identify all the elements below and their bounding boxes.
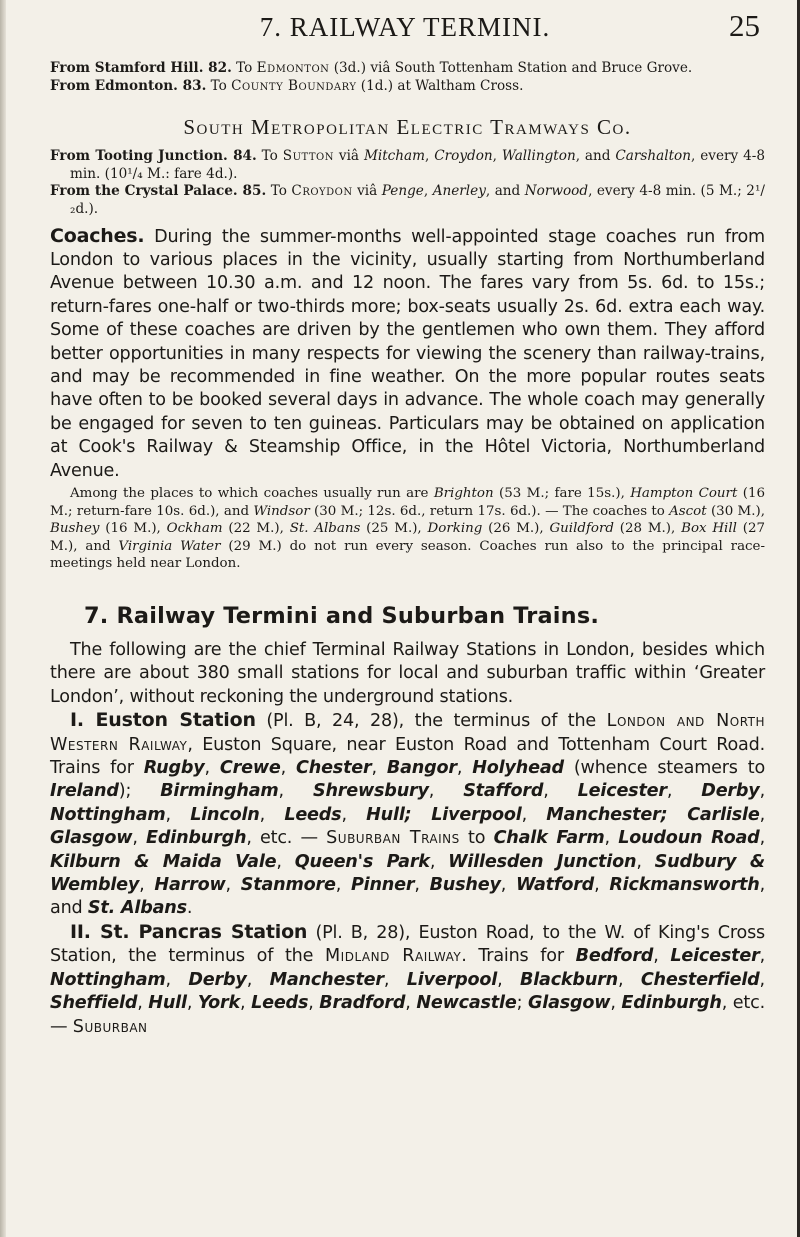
place-name: Bushey: [429, 875, 501, 896]
line-destination: Sutton: [282, 148, 334, 165]
text-span: , every 4-8 min. (5 M.; 2¹/₂d.).: [70, 183, 765, 217]
place-name: Windsor: [253, 503, 310, 519]
text-span: , and: [575, 148, 616, 165]
place-name: Lincoln: [190, 804, 260, 825]
text-span: ,: [617, 969, 641, 990]
text-span: ,: [139, 875, 155, 896]
place-name: Holyhead: [472, 758, 564, 779]
text-span: ,: [759, 781, 765, 802]
text-span: ,: [280, 758, 297, 779]
line-destination: County Boundary: [231, 77, 357, 94]
place-name: Stanmore: [240, 875, 336, 896]
line-destination: Croydon: [291, 183, 353, 200]
place-name: Rickmansworth: [609, 875, 760, 896]
line-origin: From the Crystal Palace. 85.: [50, 183, 267, 200]
text-span: ,: [666, 781, 702, 802]
place-name: Chesterfield: [640, 969, 760, 990]
text-span: ,: [335, 875, 351, 896]
text-span: (Pl. B, 24, 28), the terminus of the: [255, 711, 607, 732]
tramway-line-edmonton: [50, 78, 765, 96]
place-name: Derby: [188, 969, 247, 990]
place-name: Wallington: [501, 148, 576, 165]
station-name: I. Euston Station: [70, 709, 256, 732]
place-name: Glasgow: [50, 828, 133, 849]
text-span: (Pl. B, 28), Euston Road, to the W. of King's Cross Station, the terminus of the: [50, 922, 765, 967]
suburban-trains-label: Suburban: [72, 1016, 148, 1037]
tramway-line-tooting: [50, 148, 765, 183]
text-span: ,: [341, 804, 367, 825]
text-span: ,: [132, 828, 147, 849]
page-gutter-shadow: [0, 0, 6, 1237]
text-span: To: [231, 60, 257, 76]
place-name: Willesden Junction: [448, 851, 637, 872]
place-name: Penge: [381, 183, 424, 200]
place-name: Leeds: [284, 804, 342, 825]
text-span: To: [256, 148, 283, 165]
paragraph-lead: Coaches.: [50, 224, 145, 247]
text-span: ,: [610, 993, 622, 1014]
place-name: Nottingham: [50, 969, 166, 990]
tramway-line-stamford-hill: [50, 60, 765, 78]
place-name: Dorking: [427, 521, 483, 537]
place-name: Crewe: [219, 758, 281, 779]
text-span: To: [206, 77, 232, 94]
place-name: Pinner: [350, 875, 415, 896]
text-span: ,: [521, 804, 547, 825]
place-name: Norwood: [524, 183, 589, 200]
place-name: Edinburgh: [146, 828, 247, 849]
place-name: Derby: [701, 781, 760, 802]
text-span: , and: [485, 183, 525, 200]
text-span: , etc. —: [50, 993, 765, 1037]
place-name: Sheffield: [50, 993, 138, 1014]
text-span: ,: [186, 993, 198, 1014]
text-span: ,: [405, 993, 417, 1014]
place-name: Hull; Liverpool: [366, 804, 522, 825]
tramway-line-crystal-palace: [50, 183, 765, 218]
chapter-heading: 7. Railway Termini and Suburban Trains.: [84, 603, 600, 629]
line-origin: From Tooting Junction. 84.: [50, 148, 257, 165]
text-span: (16 M.; return-fare 10s. 6d.), and: [50, 486, 765, 519]
text-span: ,: [492, 148, 502, 165]
line-destination: Edmonton: [256, 60, 330, 76]
text-span: (53 M.; fare 15s.),: [493, 486, 631, 502]
text-span: ,: [428, 781, 464, 802]
line-origin: From Stamford Hill. 82.: [50, 60, 232, 76]
place-name: Sudbury & Wembley: [50, 851, 765, 896]
running-head: 7. RAILWAY TERMINI.: [259, 12, 551, 42]
text-span: ,: [278, 781, 313, 802]
euston-station-entry: [50, 709, 765, 921]
place-name: Leicester: [670, 946, 760, 967]
place-name: Birmingham: [160, 781, 279, 802]
place-name: Hull: [148, 993, 187, 1014]
text-span: ,: [425, 148, 435, 165]
place-name: Ockham: [166, 521, 223, 537]
place-name: Manchester; Carlisle: [546, 804, 760, 825]
railway-company: London and North Western Railway: [50, 711, 766, 755]
text-span: ,: [259, 804, 285, 825]
chapter-intro: The following are the chief Terminal Railway Stations in London, besides which there are about 380 small stations for local and suburban traffic within ‘Greater London’, without reckoning the underground stations.: [50, 640, 765, 707]
place-name: Leicester: [577, 781, 667, 802]
place-name: Edinburgh: [621, 993, 722, 1014]
section-heading-south-metropolitan: South Metropolitan Electric Tramways Co.: [183, 115, 632, 140]
page-header: [50, 6, 760, 46]
text-span: , and: [50, 875, 765, 919]
text-span: Among the places to which coaches usually run are: [70, 486, 434, 502]
place-name: St. Albans: [87, 898, 187, 919]
text-span: ,: [225, 875, 241, 896]
text-span: ,: [383, 969, 407, 990]
place-name: Brighton: [433, 486, 494, 502]
text-span: ,: [604, 828, 619, 849]
text-span: ,: [308, 993, 320, 1014]
coaches-paragraph: [50, 225, 765, 483]
place-name: Bradford: [319, 993, 406, 1014]
text-span: ,: [500, 875, 516, 896]
text-span: ,: [204, 758, 220, 779]
text-span: ,: [423, 183, 433, 200]
line-origin: From Edmonton. 83.: [50, 77, 207, 94]
text-span: (30 M.),: [706, 503, 765, 519]
place-name: Bangor: [386, 758, 457, 779]
text-span: (25 M.),: [360, 521, 428, 537]
text-span: ,: [246, 969, 270, 990]
text-span: (16 M.),: [99, 521, 167, 537]
text-span: );: [118, 781, 161, 802]
page-number: 25: [729, 8, 760, 43]
text-span: (3d.) viâ South Tottenham Station and Bruce Grove.: [329, 60, 693, 76]
place-name: Chalk Farm: [493, 828, 605, 849]
text-span: ,: [594, 875, 610, 896]
text-span: ,: [414, 875, 430, 896]
text-span: (22 M.),: [222, 521, 290, 537]
place-name: Bedford: [575, 946, 654, 967]
text-span: (28 M.),: [613, 521, 682, 537]
text-span: ,: [759, 969, 765, 990]
railway-company: Midland Railway: [325, 946, 462, 967]
place-name: Virginia Water: [118, 538, 221, 554]
place-name: Watford: [515, 875, 595, 896]
text-span: ;: [516, 993, 528, 1014]
text-span: (1d.) at Waltham Cross.: [356, 77, 524, 94]
place-name: Newcastle: [416, 993, 517, 1014]
text-span: (27 M.), and: [50, 521, 766, 554]
text-span: ,: [543, 781, 578, 802]
text-span: ,: [759, 946, 765, 967]
page-body: [50, 60, 765, 1039]
place-name: Anerley: [432, 183, 486, 200]
place-name: Leeds: [251, 993, 309, 1014]
place-name: Mitcham: [363, 148, 426, 165]
text-span: (29 M.) do not run every season. Coaches run also to the principal race-meetings held near London.: [50, 538, 765, 572]
place-name: Stafford: [463, 781, 544, 802]
text-span: ,: [456, 758, 473, 779]
text-span: (30 M.; 12s. 6d., return 17s. 6d.). — The coaches to: [309, 503, 670, 519]
place-name: Croydon: [434, 148, 493, 165]
place-name: Nottingham: [50, 804, 166, 825]
text-span: , Euston Square, near Euston Road and Tottenham Court Road. Trains for: [50, 734, 765, 779]
place-name: Manchester: [269, 969, 384, 990]
place-name: Glasgow: [528, 993, 611, 1014]
text-span: ,: [165, 969, 189, 990]
suburban-trains-label: Suburban Trains: [326, 828, 460, 849]
place-name: Chester: [296, 758, 372, 779]
place-name: Harrow: [154, 875, 226, 896]
place-name: Shrewsbury: [312, 781, 429, 802]
place-name: Ascot: [669, 503, 707, 519]
place-name: Queen's Park: [294, 851, 430, 872]
place-name: Carshalton: [615, 148, 691, 165]
coach-destinations-note: [50, 485, 765, 573]
place-name: Blackburn: [519, 969, 618, 990]
text-span: To: [266, 183, 292, 200]
place-name: Bushey: [50, 521, 100, 537]
text-span: ,: [497, 969, 520, 990]
text-span: (26 M.),: [482, 521, 550, 537]
text-span: viâ: [333, 148, 364, 165]
place-name: Liverpool: [406, 969, 498, 990]
text-span: (whence steamers to: [563, 758, 766, 779]
place-name: St. Albans: [289, 521, 361, 537]
text-span: ,: [759, 828, 765, 849]
place-name: Rugby: [143, 758, 205, 779]
place-name: Hampton Court: [630, 486, 738, 502]
text-span: ,: [429, 851, 449, 872]
place-name: Guildford: [549, 521, 614, 537]
st-pancras-station-entry: [50, 921, 765, 1039]
text-span: viâ: [352, 183, 382, 200]
text-span: ,: [653, 946, 671, 967]
text-span: ,: [276, 851, 295, 872]
text-span: , etc. —: [246, 828, 327, 849]
text-span: .: [186, 898, 193, 919]
text-span: . Trains for: [461, 946, 576, 967]
text-span: ,: [371, 758, 387, 779]
place-name: Loudoun Road: [618, 828, 760, 849]
text-span: , every 4-8 min. (10¹/₄ M.: fare 4d.).: [70, 148, 765, 182]
place-name: Ireland: [50, 781, 119, 802]
station-name: II. St. Pancras Station: [70, 920, 308, 943]
text-span: During the summer-months well-appointed stage coaches run from London to various places in the vicinity, usually starting from Northumberland Avenue between 10.30 a.m. and 12 noon. The fares vary from 5s. 6d. to 15s.; return-fares one-half or two-thirds more; box-seats usually 2s. 6d. extra each way. Some of these coaches are driven by the gentlemen who own them. They afford better opportunities in many respects for viewing the scenery than railway-trains, and may be recommended in fine weather. On the more popular routes seats have often to be booked several days in advance. The whole coach may generally be engaged for seven to ten guineas. Particulars may be obtained on application at Cook's Railway & Steamship Office, in the Hôtel Victoria, Northumberland Avenue.: [50, 226, 765, 481]
place-name: Kilburn & Maida Vale: [50, 851, 277, 872]
text-span: ,: [137, 993, 149, 1014]
text-span: ,: [636, 851, 655, 872]
text-span: ,: [240, 993, 252, 1014]
text-span: ,: [165, 804, 191, 825]
place-name: York: [197, 993, 241, 1014]
text-span: ,: [759, 804, 765, 825]
place-name: Box Hill: [681, 521, 737, 537]
text-span: to: [459, 828, 494, 849]
